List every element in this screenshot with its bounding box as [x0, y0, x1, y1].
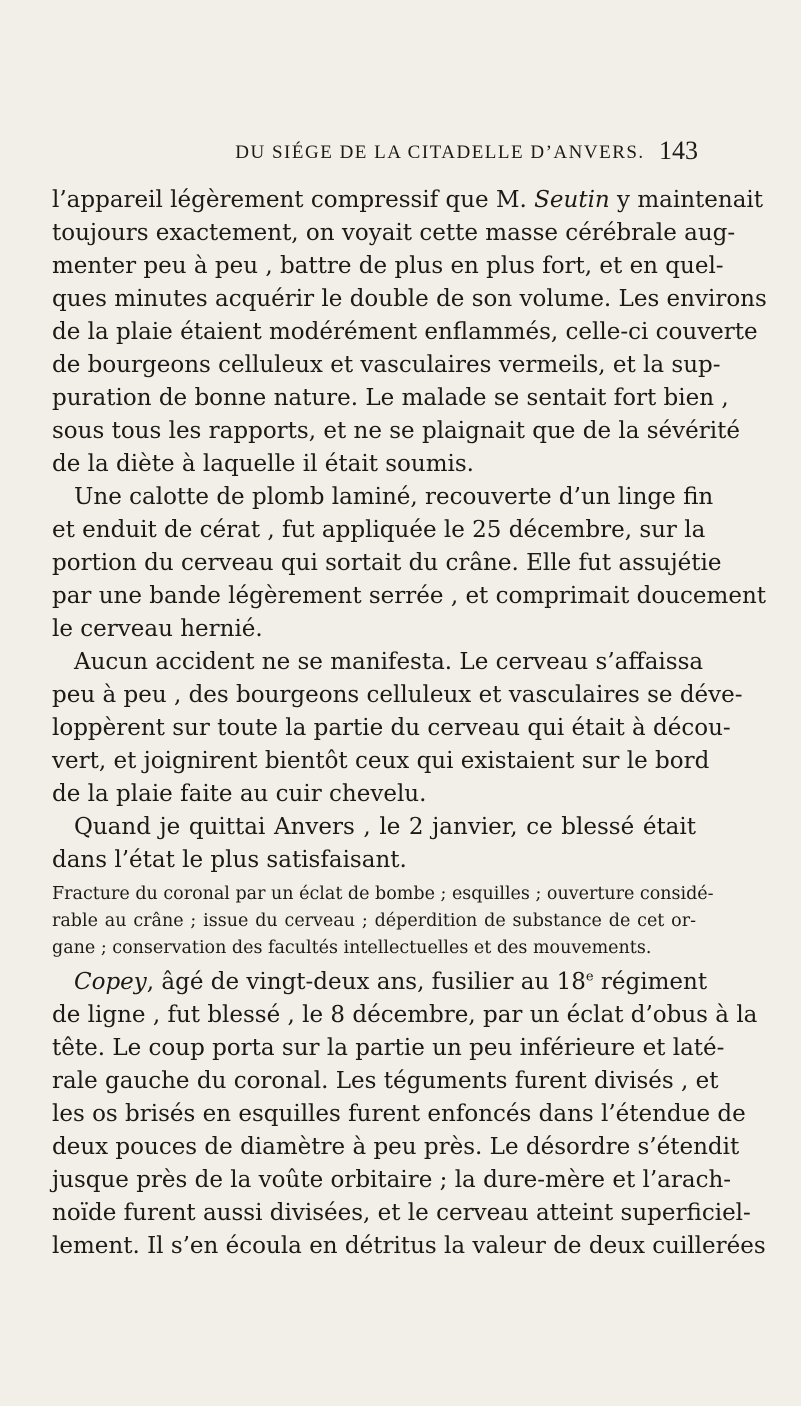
running-head: DU SIÉGE DE LA CITADELLE D’ANVERS.	[235, 142, 645, 163]
summary-line: rable au crâne ; issue du cerveau ; déperdition de substance de cet or-	[52, 911, 696, 931]
text-line: lement. Il s’en écoula en détritus la valeur de deux cuillerées	[52, 1233, 766, 1259]
summary-line: Fracture du coronal par un éclat de bombe ; esquilles ; ouverture considé-	[52, 884, 714, 904]
text-line: tête. Le coup porta sur la partie un peu inférieure et laté-	[52, 1035, 725, 1061]
text-line: de ligne , fut blessé , le 8 décembre, par un éclat d’obus à la	[52, 1002, 758, 1028]
paragraph	[52, 811, 696, 877]
text-line: puration de bonne nature. Le malade se sentait fort bien ,	[52, 385, 729, 411]
text-line: l’appareil légèrement compressif que M. Seutin y maintenait	[52, 187, 764, 213]
text-line: de la plaie faite au cuir chevelu.	[52, 781, 427, 807]
text-line: de la diète à laquelle il était soumis.	[52, 451, 474, 477]
text-line: vert, et joignirent bientôt ceux qui existaient sur le bord	[52, 748, 710, 774]
superscript: e	[585, 969, 594, 985]
text-line: dans l’état le plus satisfaisant.	[52, 847, 407, 873]
text-line: de la plaie étaient modérément enflammés, celle-ci couverte	[52, 319, 758, 345]
case-summary	[52, 881, 714, 962]
text-line: loppèrent sur toute la partie du cerveau qui était à décou-	[52, 715, 731, 741]
text-line: Une calotte de plomb laminé, recouverte d’un linge fin	[74, 484, 714, 510]
person-name: Copey	[74, 969, 147, 995]
body-text	[52, 184, 767, 1263]
text-line: et enduit de cérat , fut appliquée le 25 décembre, sur la	[52, 517, 706, 543]
person-name: Seutin	[534, 187, 610, 213]
text-line: rale gauche du coronal. Les téguments furent divisés , et	[52, 1068, 719, 1094]
paragraph	[52, 966, 766, 1263]
text-line: jusque près de la voûte orbitaire ; la dure-mère et l’arach-	[52, 1167, 732, 1193]
paragraph	[52, 481, 766, 646]
page-number: 143	[659, 136, 698, 165]
text-line: deux pouces de diamètre à peu près. Le désordre s’étendit	[52, 1134, 740, 1160]
text-line: portion du cerveau qui sortait du crâne. Elle fut assujétie	[52, 550, 722, 576]
text-line: le cerveau hernié.	[52, 616, 263, 642]
text-line: de bourgeons celluleux et vasculaires vermeils, et la sup-	[52, 352, 721, 378]
text-line: les os brisés en esquilles furent enfoncés dans l’étendue de	[52, 1101, 746, 1127]
text-line: peu à peu , des bourgeons celluleux et vasculaires se déve-	[52, 682, 743, 708]
text-line: toujours exactement, on voyait cette masse cérébrale aug-	[52, 220, 736, 246]
text-line: noïde furent aussi divisées, et le cerveau atteint superficiel-	[52, 1200, 751, 1226]
paragraph	[52, 646, 743, 811]
text-line: ques minutes acquérir le double de son volume. Les environs	[52, 286, 767, 312]
text-line: Aucun accident ne se manifesta. Le cerveau s’affaissa	[74, 649, 704, 675]
summary-line: gane ; conservation des facultés intellectuelles et des mouvements.	[52, 938, 652, 958]
text-line: par une bande légèrement serrée , et comprimait doucement	[52, 583, 766, 609]
text-line: Quand je quittai Anvers , le 2 janvier, ce blessé était	[74, 814, 696, 840]
paragraph-continued	[52, 184, 767, 481]
text-line: menter peu à peu , battre de plus en plus fort, et en quel-	[52, 253, 724, 279]
text-line: Copey, âgé de vingt-deux ans, fusilier au 18e régiment	[74, 969, 708, 995]
text-line: sous tous les rapports, et ne se plaignait que de la sévérité	[52, 418, 740, 444]
